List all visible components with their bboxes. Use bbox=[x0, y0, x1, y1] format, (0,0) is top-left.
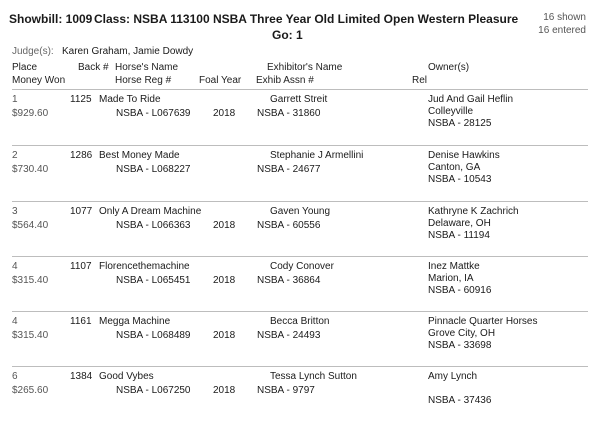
row-place: 6 bbox=[12, 371, 18, 382]
col-place: Place bbox=[12, 62, 38, 73]
row-owner-name: Kathryne K Zachrich bbox=[428, 206, 519, 217]
row-place: 3 bbox=[12, 206, 18, 217]
row-money: $315.40 bbox=[12, 275, 49, 286]
row-horse-name: Only A Dream Machine bbox=[99, 206, 202, 217]
row-exhib-assn: NSBA - 24493 bbox=[257, 330, 321, 341]
row-place: 2 bbox=[12, 150, 18, 161]
row-divider bbox=[12, 201, 588, 202]
row-money: $730.40 bbox=[12, 164, 49, 175]
row-horse-reg: NSBA - L068227 bbox=[116, 164, 191, 175]
row-owner-name: Amy Lynch bbox=[428, 371, 478, 382]
row-back-number: 1125 bbox=[70, 94, 92, 105]
table-row bbox=[0, 204, 600, 262]
row-back-number: 1286 bbox=[70, 150, 93, 161]
row-foal-year: 2018 bbox=[213, 220, 236, 231]
row-foal-year: 2018 bbox=[213, 330, 236, 341]
col-exhibitor-name: Exhibitor's Name bbox=[267, 62, 343, 73]
row-owner-assn: NSBA - 11194 bbox=[428, 230, 490, 241]
row-exhibitor-name: Garrett Streit bbox=[270, 94, 328, 105]
row-owner-city: Delaware, OH bbox=[428, 218, 491, 229]
row-owner-city: Colleyville bbox=[428, 106, 474, 117]
col-horse-reg: Horse Reg # bbox=[115, 75, 172, 86]
row-owner-name: Inez Mattke bbox=[428, 261, 480, 272]
class-title: Class: NSBA 113100 NSBA Three Year Old Limited Open Western Pleasure bbox=[94, 12, 519, 26]
showbill-number: Showbill: 1009 bbox=[9, 12, 93, 26]
row-back-number: 1077 bbox=[70, 206, 93, 217]
row-money: $315.40 bbox=[12, 330, 49, 341]
judges-label: Judge(s): bbox=[12, 46, 54, 57]
row-exhib-assn: NSBA - 60556 bbox=[257, 220, 321, 231]
row-divider bbox=[12, 256, 588, 257]
row-owner-name: Denise Hawkins bbox=[428, 150, 500, 161]
row-exhib-assn: NSBA - 36864 bbox=[257, 275, 321, 286]
col-foal-year: Foal Year bbox=[199, 75, 242, 86]
row-divider bbox=[12, 366, 588, 367]
row-exhibitor-name: Tessa Lynch Sutton bbox=[270, 371, 357, 382]
row-exhibitor-name: Gaven Young bbox=[270, 206, 331, 217]
row-owner-assn: NSBA - 37436 bbox=[428, 395, 492, 406]
row-divider bbox=[12, 145, 588, 146]
row-owner-city: Canton, GA bbox=[428, 162, 481, 173]
row-owner-assn: NSBA - 60916 bbox=[428, 285, 492, 296]
row-money: $564.40 bbox=[12, 220, 49, 231]
row-horse-name: Best Money Made bbox=[99, 150, 180, 161]
row-owner-city: Marion, IA bbox=[428, 273, 474, 284]
row-foal-year: 2018 bbox=[213, 385, 236, 396]
row-owner-assn: NSBA - 28125 bbox=[428, 118, 492, 129]
row-horse-name: Megga Machine bbox=[99, 316, 171, 327]
row-place: 4 bbox=[12, 316, 18, 327]
row-exhib-assn: NSBA - 9797 bbox=[257, 385, 315, 396]
row-horse-name: Made To Ride bbox=[99, 94, 161, 105]
judges-names: Karen Graham, Jamie Dowdy bbox=[62, 46, 194, 57]
go-number: Go: 1 bbox=[272, 28, 303, 42]
row-money: $929.60 bbox=[12, 108, 49, 119]
row-owner-assn: NSBA - 33698 bbox=[428, 340, 492, 351]
col-rel: Rel bbox=[412, 75, 428, 86]
col-exhib-assn: Exhib Assn # bbox=[256, 75, 314, 86]
row-back-number: 1161 bbox=[70, 316, 92, 327]
row-place: 1 bbox=[12, 94, 18, 105]
row-horse-reg: NSBA - L066363 bbox=[116, 220, 191, 231]
row-exhibitor-name: Becca Britton bbox=[270, 316, 330, 327]
table-row bbox=[0, 92, 600, 150]
table-row bbox=[0, 314, 600, 372]
row-owner-name: Pinnacle Quarter Horses bbox=[428, 316, 538, 327]
row-money: $265.60 bbox=[12, 385, 49, 396]
row-exhibitor-name: Cody Conover bbox=[270, 261, 334, 272]
row-horse-reg: NSBA - L067639 bbox=[116, 108, 191, 119]
row-owner-name: Jud And Gail Heflin bbox=[428, 94, 514, 105]
shown-count: 16 shown bbox=[543, 12, 586, 23]
row-exhib-assn: NSBA - 31860 bbox=[257, 108, 321, 119]
row-back-number: 1384 bbox=[70, 371, 93, 382]
table-row bbox=[0, 148, 600, 206]
row-horse-reg: NSBA - L065451 bbox=[116, 275, 191, 286]
row-foal-year: 2018 bbox=[213, 108, 236, 119]
row-owner-assn: NSBA - 10543 bbox=[428, 174, 492, 185]
row-horse-name: Florencethemachine bbox=[99, 261, 190, 272]
row-place: 4 bbox=[12, 261, 18, 272]
row-divider bbox=[12, 311, 588, 312]
row-owner-city: Grove City, OH bbox=[428, 328, 496, 339]
header-divider bbox=[12, 89, 588, 90]
row-horse-reg: NSBA - L068489 bbox=[116, 330, 191, 341]
row-exhibitor-name: Stephanie J Armellini bbox=[270, 150, 364, 161]
row-horse-reg: NSBA - L067250 bbox=[116, 385, 191, 396]
col-money-won: Money Won bbox=[12, 75, 66, 86]
table-row bbox=[0, 369, 600, 427]
row-foal-year: 2018 bbox=[213, 275, 236, 286]
row-exhib-assn: NSBA - 24677 bbox=[257, 164, 321, 175]
col-back: Back # bbox=[78, 62, 109, 73]
col-owners: Owner(s) bbox=[428, 62, 470, 73]
row-back-number: 1107 bbox=[70, 261, 92, 272]
entered-count: 16 entered bbox=[538, 25, 586, 36]
table-row bbox=[0, 259, 600, 317]
col-horse-name: Horse's Name bbox=[115, 62, 179, 73]
row-horse-name: Good Vybes bbox=[99, 371, 154, 382]
